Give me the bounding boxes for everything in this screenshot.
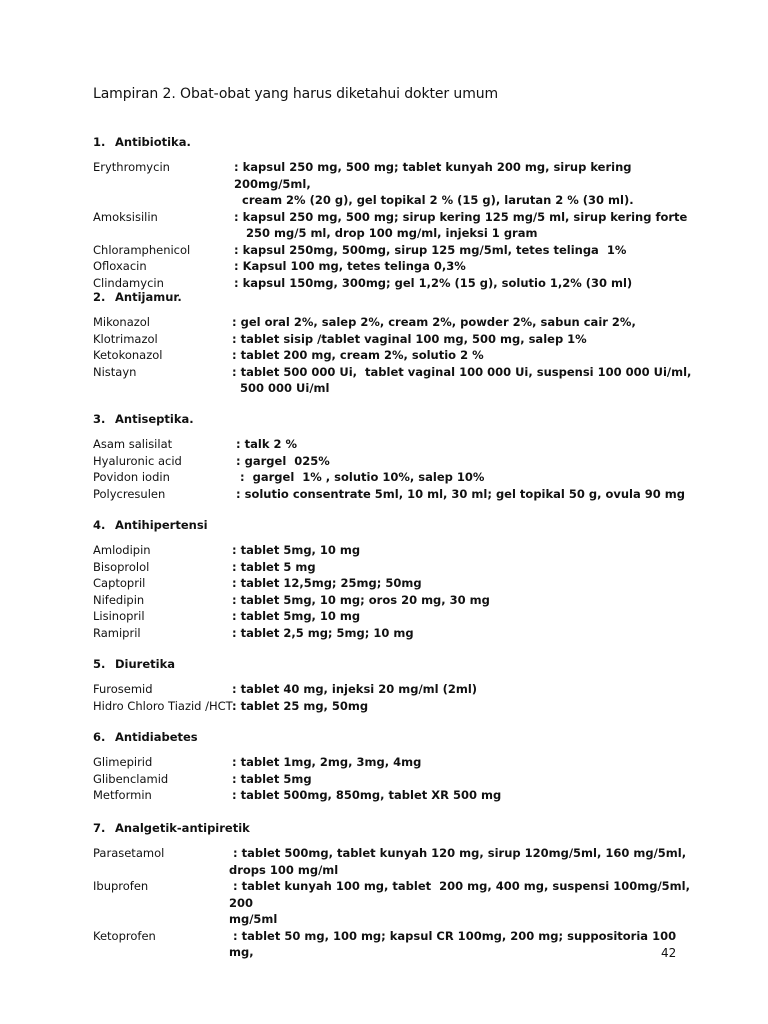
drug-entry — [93, 542, 693, 559]
drug-name: Hyaluronic acid — [93, 453, 182, 468]
section-number: 3. — [93, 412, 106, 426]
page-title: Lampiran 2. Obat-obat yang harus diketahui dokter umum — [93, 86, 499, 102]
drug-description: : tablet 500mg, 850mg, tablet XR 500 mg — [232, 788, 502, 802]
drug-description: : tablet 5mg — [232, 771, 312, 786]
drug-entry — [93, 453, 693, 470]
drug-entry — [93, 159, 693, 209]
drug-name: Glimepirid — [93, 755, 153, 769]
drug-name: Parasetamol — [93, 846, 165, 860]
drug-entry — [93, 771, 693, 788]
drug-name: Amlodipin — [93, 543, 151, 557]
drug-description: : tablet kunyah 100 mg, tablet 200 mg, 400 mg, suspensi 100mg/5ml, 200 mg/5ml — [229, 879, 694, 926]
drug-name: Ofloxacin — [93, 259, 147, 273]
drug-name: Chloramphenicol — [93, 242, 191, 257]
drug-description: : tablet 12,5mg; 25mg; 50mg — [232, 576, 422, 590]
drug-description: : tablet 500mg, tablet kunyah 120 mg, sirup 120mg/5ml, 160 mg/5ml, drops 100 mg/ml — [229, 846, 687, 877]
section-antibiotika — [93, 133, 693, 291]
drug-name: Nifedipin — [93, 592, 145, 607]
drug-entry — [93, 242, 693, 259]
drug-description: : gargel 1% , solutio 10%, salep 10% — [232, 470, 485, 484]
drug-entry — [93, 625, 693, 642]
drug-description: : kapsul 150mg, 300mg; gel 1,2% (15 g), solutio 1,2% (30 ml) — [234, 275, 633, 290]
drug-entry — [93, 486, 693, 503]
drug-name: Captopril — [93, 576, 146, 590]
section-antihipertensi — [93, 516, 693, 641]
drug-entry — [93, 559, 693, 576]
page-number: 42 — [661, 946, 677, 960]
drug-name: Povidon iodin — [93, 470, 170, 484]
drug-entry — [93, 681, 693, 698]
section-title: Antibiotika. — [115, 135, 191, 149]
drug-name: Glibenclamid — [93, 771, 169, 786]
drug-name: Ketoprofen — [93, 928, 156, 943]
drug-description: : tablet 1mg, 2mg, 3mg, 4mg — [232, 755, 422, 769]
drug-entry — [93, 258, 693, 275]
section-heading — [93, 288, 693, 306]
drug-entry — [93, 592, 693, 609]
drug-entry — [93, 209, 693, 242]
drug-entry — [93, 364, 693, 397]
section-number: 5. — [93, 657, 106, 671]
drug-name: Metformin — [93, 788, 152, 802]
section-title: Diuretika — [115, 657, 175, 671]
drug-description: : kapsul 250 mg, 500 mg; sirup kering 125 mg/5 ml, sirup kering forte 250 mg/5 ml, drop 100 mg/ml, injeksi 1 gram — [234, 209, 688, 240]
drug-description: : tablet 500 000 Ui, tablet vaginal 100 000 Ui, suspensi 100 000 Ui/ml, 500 000 Ui/ml — [232, 364, 692, 395]
section-heading — [93, 728, 693, 746]
drug-description: : tablet 5mg, 10 mg — [232, 543, 361, 557]
section-title: Antijamur. — [115, 290, 182, 304]
section-number: 7. — [93, 821, 106, 835]
section-diuretika — [93, 655, 693, 714]
section-analgetik-antipiretik — [93, 819, 693, 961]
section-title: Antiseptika. — [115, 412, 194, 426]
drug-name: Clindamycin — [93, 275, 164, 290]
drug-entry — [93, 787, 693, 804]
drug-description: : tablet 25 mg, 50mg — [232, 698, 369, 713]
section-number: 4. — [93, 518, 106, 532]
drug-entry — [93, 331, 693, 348]
drug-name: Ramipril — [93, 625, 141, 640]
section-heading — [93, 655, 693, 673]
drug-description: : tablet 5 mg — [232, 559, 316, 574]
drug-name: Ibuprofen — [93, 879, 149, 893]
drug-name: Asam salisilat — [93, 437, 173, 451]
section-heading — [93, 410, 693, 428]
drug-entry — [93, 608, 693, 625]
drug-description: : tablet 50 mg, 100 mg; kapsul CR 100mg, 200 mg; suppositoria 100 mg, — [229, 928, 681, 959]
drug-description: : kapsul 250 mg, 500 mg; tablet kunyah 200 mg, sirup kering 200mg/5ml, cream 2% (20 g), gel topikal 2 % (15 g), larutan 2 % (30 ml). — [234, 160, 636, 207]
drug-entry — [93, 575, 693, 592]
drug-entry — [93, 928, 693, 961]
section-title: Analgetik-antipiretik — [115, 821, 250, 835]
drug-name: Klotrimazol — [93, 331, 158, 346]
drug-entry — [93, 347, 693, 364]
drug-name: Hidro Chloro Tiazid /HCT — [93, 698, 233, 713]
drug-description: : tablet 2,5 mg; 5mg; 10 mg — [232, 625, 414, 640]
section-heading — [93, 516, 693, 534]
section-antidiabetes — [93, 728, 693, 804]
drug-name: Furosemid — [93, 682, 153, 696]
drug-description: : kapsul 250mg, 500mg, sirup 125 mg/5ml, tetes telinga 1% — [234, 242, 627, 257]
drug-entry — [93, 754, 693, 771]
drug-name: Lisinopril — [93, 609, 145, 623]
drug-description: : Kapsul 100 mg, tetes telinga 0,3% — [234, 259, 466, 273]
drug-description: : tablet 5mg, 10 mg — [232, 609, 361, 623]
section-number: 1. — [93, 135, 106, 149]
drug-description: : gargel 025% — [232, 453, 330, 468]
section-number: 6. — [93, 730, 106, 744]
drug-name: Amoksisilin — [93, 209, 158, 224]
section-heading — [93, 819, 693, 837]
drug-entry — [93, 845, 693, 878]
section-title: Antihipertensi — [115, 518, 208, 532]
drug-entry — [93, 469, 693, 486]
drug-entry — [93, 698, 693, 715]
drug-name: Mikonazol — [93, 315, 151, 329]
section-heading — [93, 133, 693, 151]
drug-entry — [93, 314, 693, 331]
drug-description: : gel oral 2%, salep 2%, cream 2%, powder 2%, sabun cair 2%, — [232, 315, 636, 329]
drug-description: : tablet sisip /tablet vaginal 100 mg, 500 mg, salep 1% — [232, 331, 587, 346]
drug-name: Ketokonazol — [93, 348, 163, 362]
section-antiseptika — [93, 410, 693, 502]
drug-name: Bisoprolol — [93, 559, 150, 574]
drug-name: Erythromycin — [93, 160, 170, 174]
drug-name: Polycresulen — [93, 486, 166, 501]
drug-description: : tablet 5mg, 10 mg; oros 20 mg, 30 mg — [232, 592, 490, 607]
drug-name: Nistayn — [93, 364, 137, 379]
drug-entry — [93, 878, 693, 928]
drug-description: : tablet 40 mg, injeksi 20 mg/ml (2ml) — [232, 682, 478, 696]
drug-description: : tablet 200 mg, cream 2%, solutio 2 % — [232, 348, 484, 362]
section-number: 2. — [93, 290, 106, 304]
section-title: Antidiabetes — [115, 730, 198, 744]
drug-entry — [93, 436, 693, 453]
drug-description: : talk 2 % — [232, 437, 297, 451]
drug-description: : solutio consentrate 5ml, 10 ml, 30 ml; gel topikal 50 g, ovula 90 mg — [232, 486, 685, 501]
section-antijamur — [93, 288, 693, 397]
